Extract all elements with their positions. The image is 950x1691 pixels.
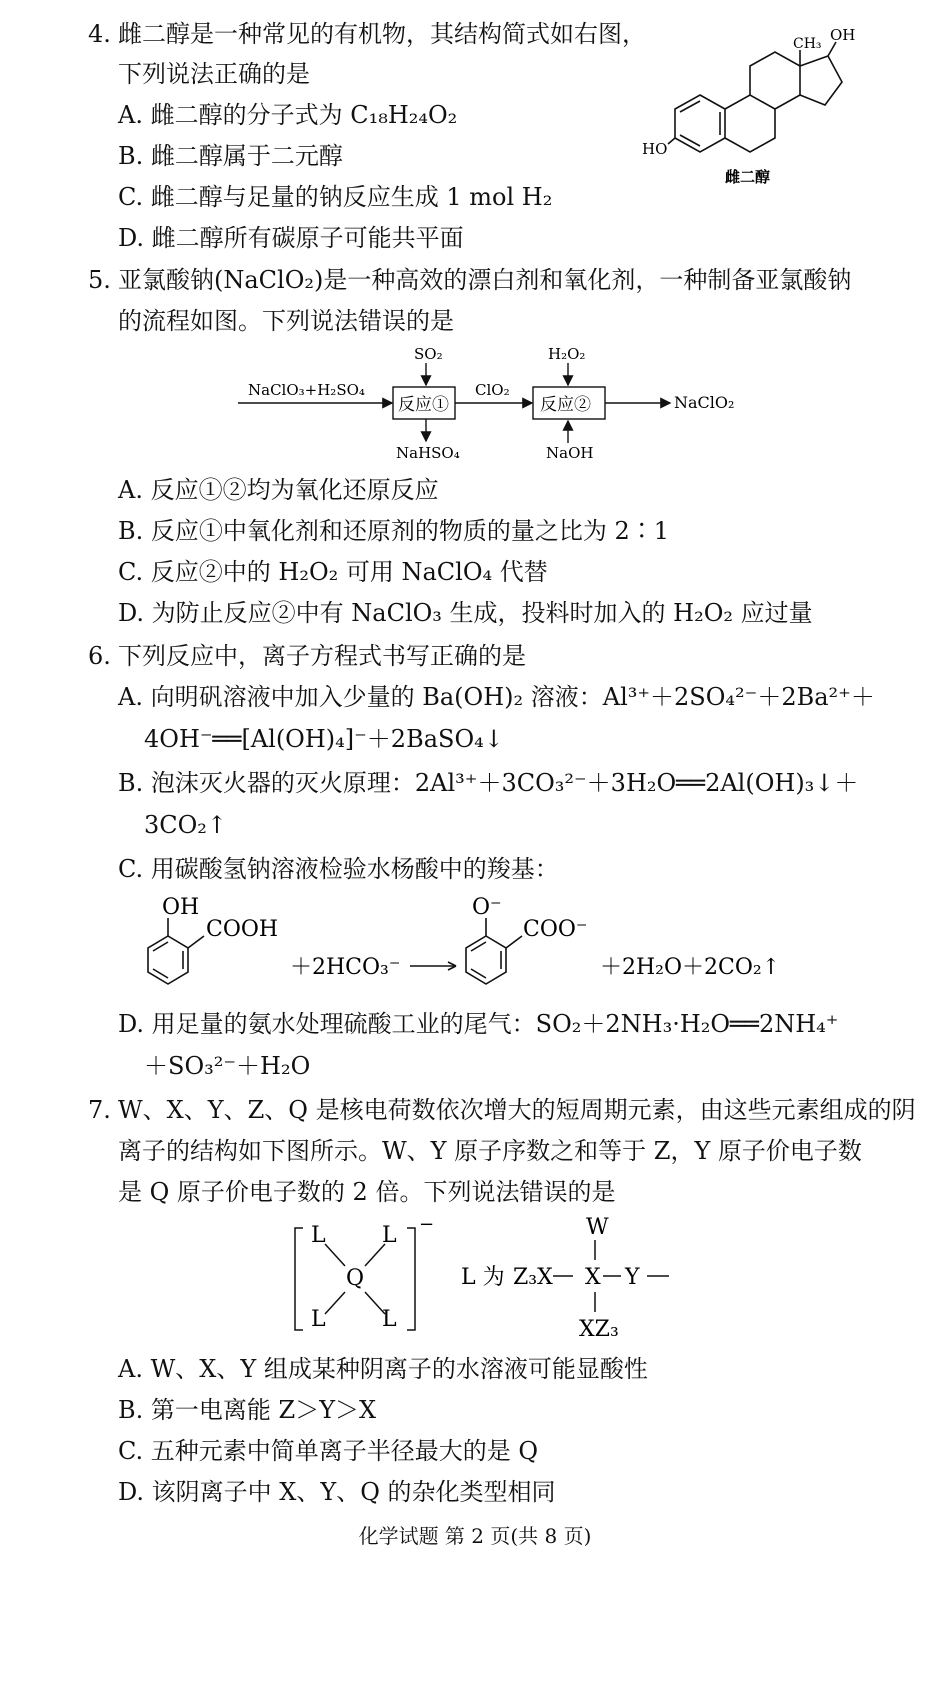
flow-box2: 反应② bbox=[540, 395, 591, 415]
page-footer: 化学试题 第 2 页(共 8 页) bbox=[358, 1524, 592, 1548]
q5-option-b: B. 反应①中氧化剂和还原剂的物质的量之比为 2∶1 bbox=[118, 517, 670, 545]
q4-number: 4. bbox=[88, 20, 111, 48]
flow-input: NaClO₃+H₂SO₄ bbox=[248, 381, 365, 399]
eq-coo-minus: COO⁻ bbox=[523, 917, 588, 942]
anion-structure bbox=[285, 1212, 705, 1342]
l-y: Y bbox=[625, 1265, 640, 1290]
q7-number: 7. bbox=[88, 1096, 111, 1124]
eq-o-minus: O⁻ bbox=[472, 895, 502, 920]
q6-number: 6. bbox=[88, 642, 111, 670]
eq-products: ＋2H₂O＋2CO₂↑ bbox=[600, 955, 781, 980]
flow-product: NaClO₂ bbox=[674, 393, 735, 412]
q4-option-c: C. 雌二醇与足量的钠反应生成 1 mol H₂ bbox=[118, 183, 553, 211]
flow-box1: 反应① bbox=[398, 395, 449, 415]
q6-option-b-line2: 3CO₂↑ bbox=[144, 811, 228, 839]
q4-option-d: D. 雌二醇所有碳原子可能共平面 bbox=[118, 224, 464, 252]
l-x: X bbox=[585, 1265, 601, 1290]
q7-stem-line1: W、X、Y、Z、Q 是核电荷数依次增大的短周期元素，由这些元素组成的阴 bbox=[118, 1096, 916, 1124]
estradiol-structure bbox=[640, 20, 880, 200]
q4-option-a: A. 雌二醇的分子式为 C₁₈H₂₄O₂ bbox=[118, 101, 458, 129]
q6-option-a-line1: A. 向明矾溶液中加入少量的 Ba(OH)₂ 溶液：Al³⁺＋2SO₄²⁻＋2Ba²⁺＋ bbox=[118, 683, 875, 711]
q7-stem-line3: 是 Q 原子价电子数的 2 倍。下列说法错误的是 bbox=[118, 1178, 616, 1206]
naclo2-flow-diagram bbox=[230, 345, 790, 465]
q7-option-a: A. W、X、Y 组成某种阴离子的水溶液可能显酸性 bbox=[118, 1355, 648, 1383]
l-z3x: Z₃X bbox=[513, 1265, 553, 1290]
anion-l-bl: L bbox=[311, 1307, 326, 1332]
anion-q: Q bbox=[346, 1266, 365, 1291]
estradiol-caption: 雌二醇 bbox=[725, 168, 771, 186]
anion-l-tr: L bbox=[382, 1223, 397, 1248]
flow-in3: NaOH bbox=[546, 444, 594, 462]
q5-stem-line1: 亚氯酸钠(NaClO₂)是一种高效的漂白剂和氧化剂，一种制备亚氯酸钠 bbox=[118, 266, 852, 294]
l-w: W bbox=[586, 1215, 609, 1240]
flow-in1: SO₂ bbox=[414, 345, 443, 363]
q5-option-a: A. 反应①②均为氧化还原反应 bbox=[118, 476, 439, 504]
l-xz3: XZ₃ bbox=[579, 1317, 619, 1342]
q6-option-c-line1: C. 用碳酸氢钠溶液检验水杨酸中的羧基： bbox=[118, 855, 559, 883]
q5-stem-line2: 的流程如图。下列说法错误的是 bbox=[118, 307, 454, 335]
q5-number: 5. bbox=[88, 266, 111, 294]
q6-option-d-line2: ＋SO₃²⁻＋H₂O bbox=[144, 1052, 311, 1080]
q6-stem: 下列反应中，离子方程式书写正确的是 bbox=[118, 642, 526, 670]
anion-charge: − bbox=[419, 1214, 435, 1235]
anion-l-tl: L bbox=[311, 1223, 326, 1248]
q7-option-b: B. 第一电离能 Z＞Y＞X bbox=[118, 1396, 377, 1424]
eq-oh: OH bbox=[162, 895, 200, 920]
flow-in2: H₂O₂ bbox=[548, 345, 586, 363]
q5-option-d: D. 为防止反应②中有 NaClO₃ 生成，投料时加入的 H₂O₂ 应过量 bbox=[118, 599, 813, 627]
q6-option-d-line1: D. 用足量的氨水处理硫酸工业的尾气：SO₂＋2NH₃·H₂O══2NH₄⁺ bbox=[118, 1010, 839, 1038]
anion-l-br: L bbox=[382, 1307, 397, 1332]
l-wei-label: L 为 bbox=[461, 1265, 505, 1290]
q7-option-d: D. 该阴离子中 X、Y、Q 的杂化类型相同 bbox=[118, 1478, 556, 1506]
flow-out1: NaHSO₄ bbox=[396, 444, 460, 462]
eq-reagent: ＋2HCO₃⁻ bbox=[290, 955, 401, 980]
methyl-label: CH₃ bbox=[793, 36, 822, 52]
q5-option-c: C. 反应②中的 H₂O₂ 可用 NaClO₄ 代替 bbox=[118, 558, 548, 586]
q7-option-c: C. 五种元素中简单离子半径最大的是 Q bbox=[118, 1437, 539, 1465]
ho-left-label: HO bbox=[642, 140, 668, 158]
q4-stem-line1: 雌二醇是一种常见的有机物，其结构简式如右图， bbox=[118, 20, 646, 48]
q7-stem-line2: 离子的结构如下图所示。W、Y 原子序数之和等于 Z，Y 原子价电子数 bbox=[118, 1137, 862, 1165]
q4-option-b: B. 雌二醇属于二元醇 bbox=[118, 142, 343, 170]
salicylic-equation bbox=[130, 888, 810, 1000]
oh-top-label: OH bbox=[830, 26, 856, 44]
q6-option-b-line1: B. 泡沫灭火器的灭火原理：2Al³⁺＋3CO₃²⁻＋3H₂O══2Al(OH)₃↓＋ bbox=[118, 769, 859, 797]
flow-mid: ClO₂ bbox=[475, 381, 510, 399]
q6-option-a-line2: 4OH⁻══[Al(OH)₄]⁻＋2BaSO₄↓ bbox=[144, 725, 504, 753]
q4-stem-line2: 下列说法正确的是 bbox=[118, 60, 310, 88]
eq-cooh: COOH bbox=[206, 917, 279, 942]
